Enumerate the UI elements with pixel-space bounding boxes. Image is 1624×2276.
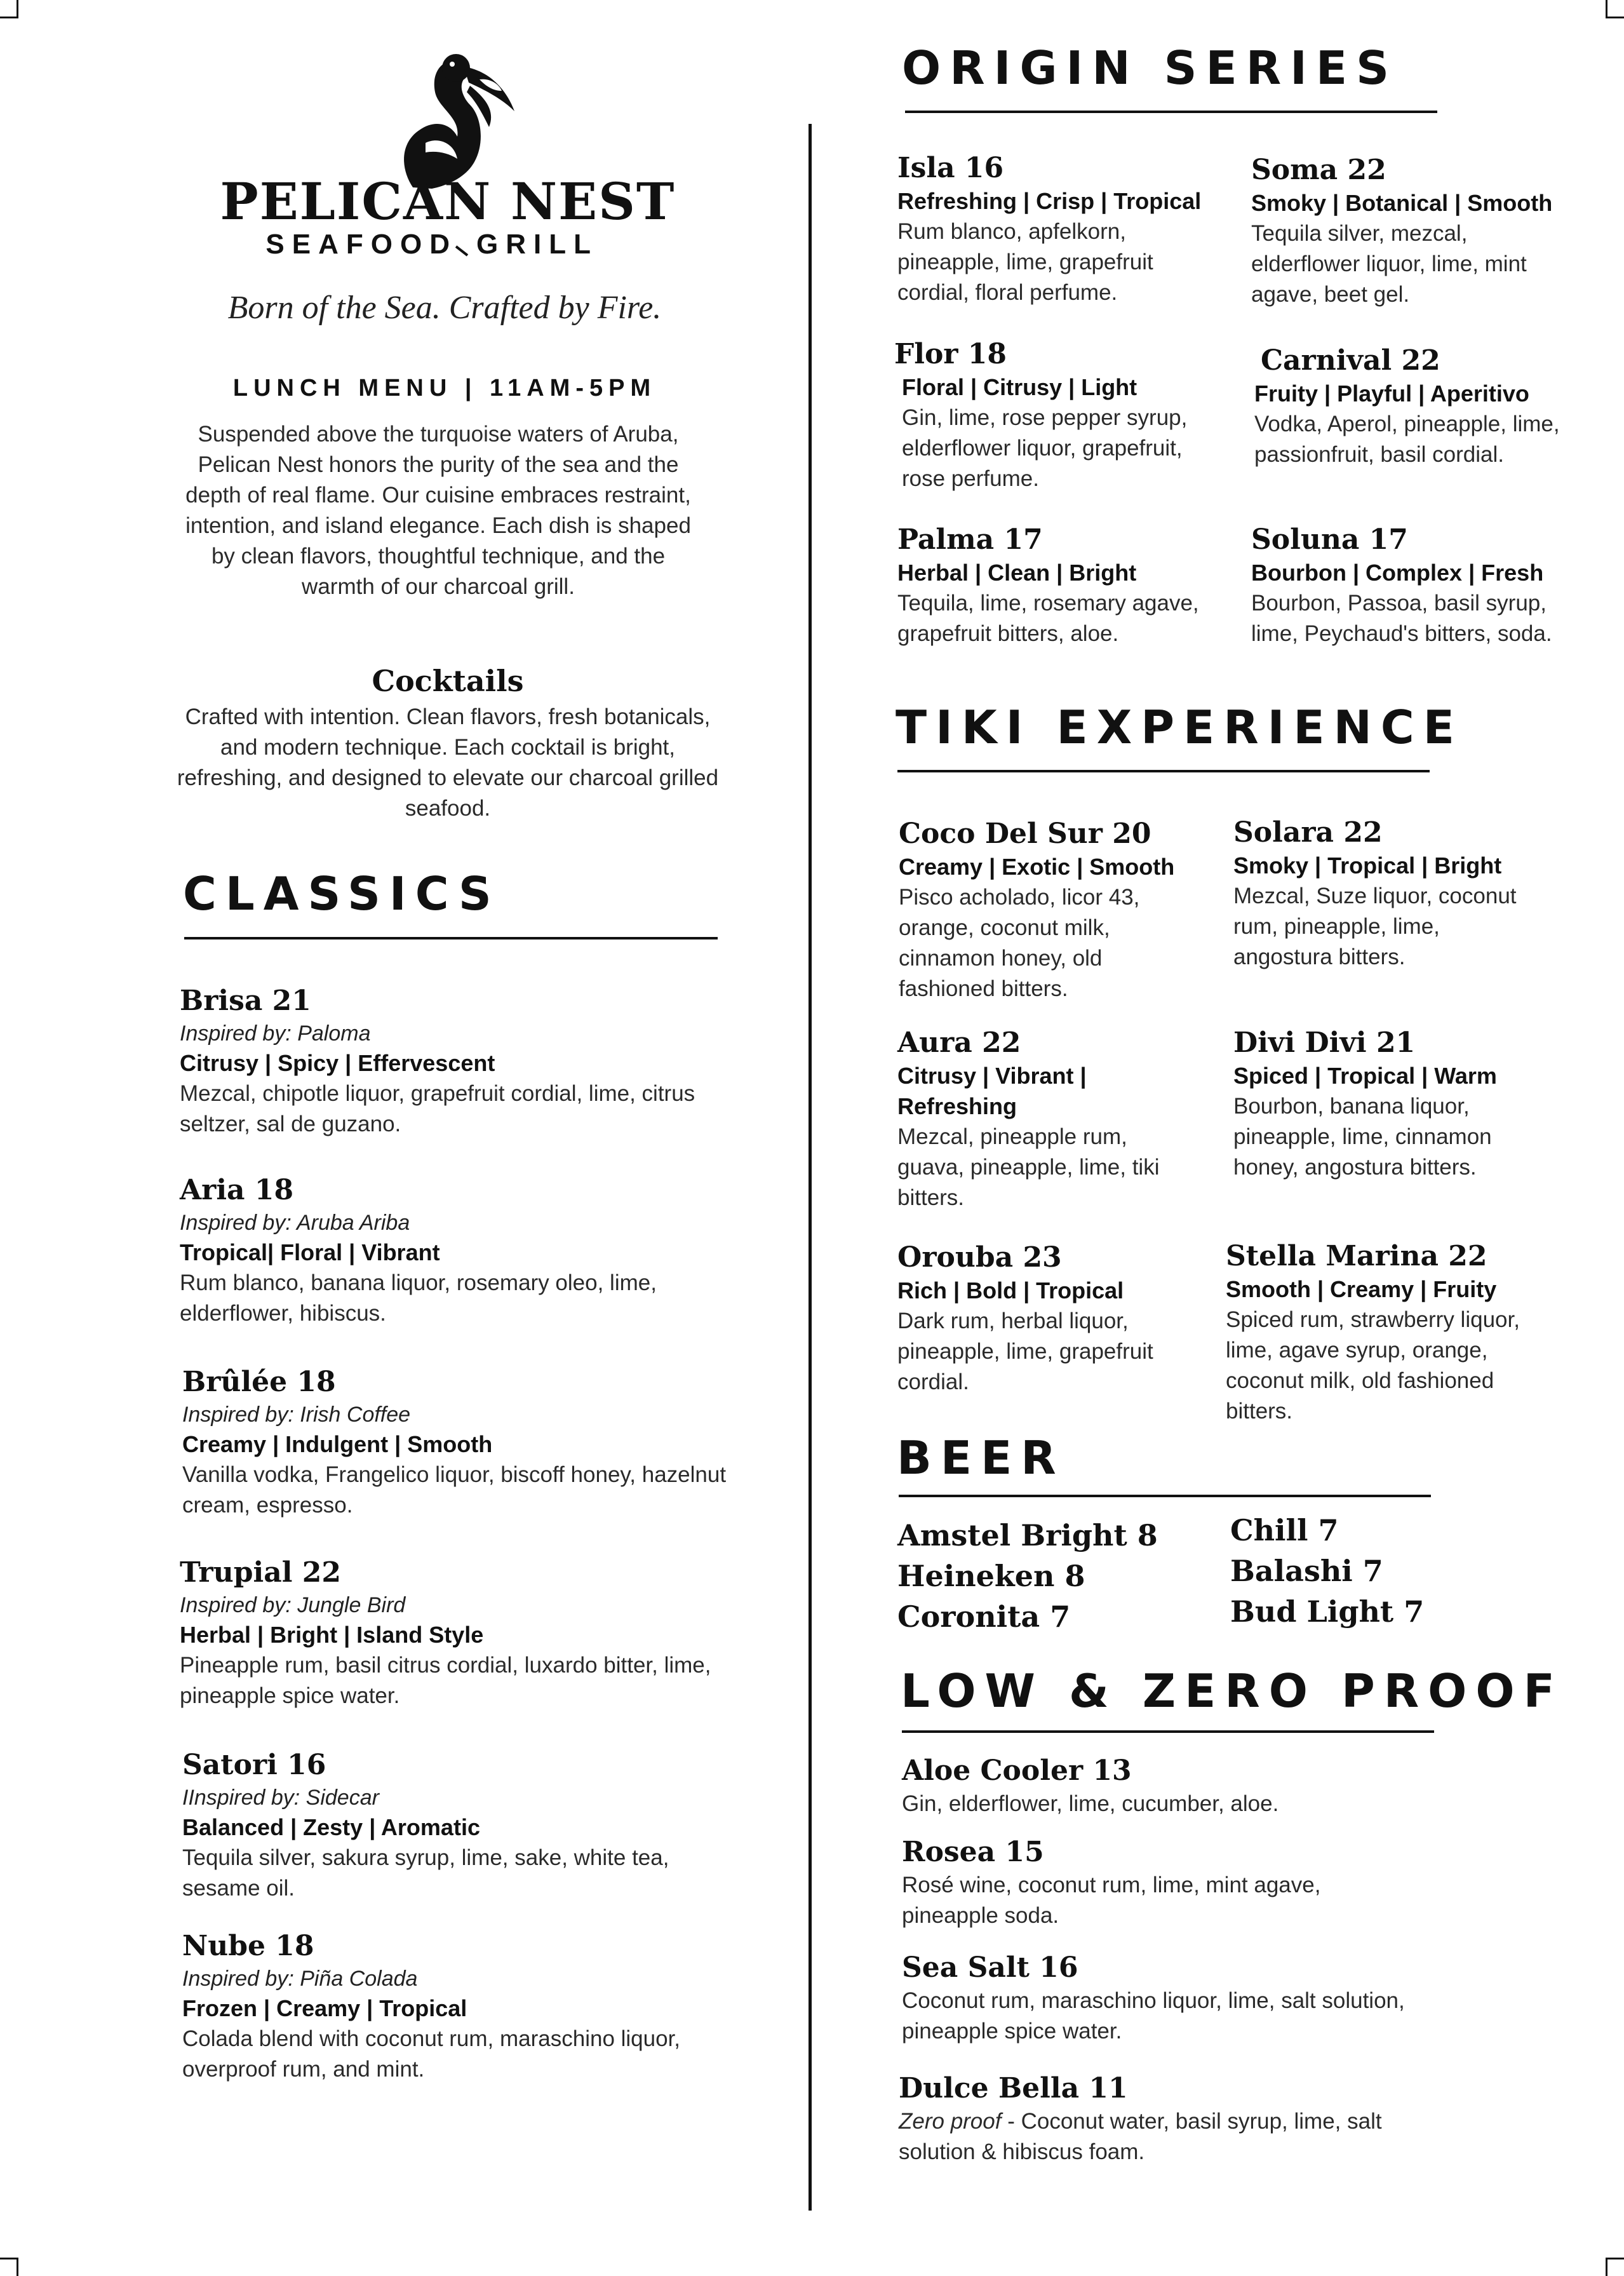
classics-rule <box>184 937 718 939</box>
tiki-item-coco-del-sur <box>899 816 1204 1000</box>
tagline: Born of the Sea. Crafted by Fire. <box>227 290 662 326</box>
tiki-item-stella-marina <box>1226 1239 1537 1427</box>
item-name: Orouba 23 <box>897 1241 1062 1274</box>
item-description: Rum blanco, apfelkorn, pineapple, lime, grapefruit cordial, floral perfume. <box>897 219 1153 305</box>
classic-item-nube <box>182 1929 728 2085</box>
beer-list-left <box>897 1515 1158 1637</box>
item-description: Tequila, lime, rosemary agave, grapefruit bitters, aloe. <box>897 591 1199 646</box>
tiki-rule <box>897 770 1430 772</box>
item-description: Vodka, Aperol, pineapple, lime, passionfruit, basil cordial. <box>1254 412 1560 467</box>
item-name: Soluna 17 <box>1251 523 1408 556</box>
lz-item-sea-salt <box>902 1950 1423 2047</box>
item-name: Carnival 22 <box>1261 344 1440 377</box>
item-name: Brûlée 18 <box>182 1366 336 1398</box>
lunch-menu-hours: LUNCH MENU | 11AM-5PM <box>232 375 657 401</box>
pelican-icon <box>375 41 521 191</box>
intro-paragraph: Suspended above the turquoise waters of Aruba, Pelican Nest honors the purity of the sea and the depth of real flame. Our cuisine embraces restraint, intention, and island elegance. Each dish is shaped by clean flavors, thoughtful technique, and the warmth of our charcoal grill. <box>185 422 691 599</box>
item-description: Mezcal, pineapple rum, guava, pineapple, lime, tiki bitters. <box>897 1124 1160 1210</box>
origin-item-isla <box>897 151 1228 308</box>
item-description: Rum blanco, banana liquor, rosemary oleo, lime, elderflower, hibiscus. <box>180 1270 657 1326</box>
low-zero-proof-title: LOW & ZERO PROOF <box>901 1664 1564 1718</box>
item-description: Colada blend with coconut rum, maraschino liquor, overproof rum, and mint. <box>182 2026 681 2082</box>
item-tags: Herbal | Clean | Bright <box>897 560 1137 586</box>
tiki-item-orouba <box>897 1240 1202 1397</box>
item-tags: Rich | Bold | Tropical <box>897 1277 1124 1303</box>
cocktails-intro: Crafted with intention. Clean flavors, fresh botanicals, and modern technique. Each cocktail is bright, refreshing, and designed to elevate our charcoal grilled seafood. <box>177 704 719 821</box>
zero-proof-label: Zero proof <box>899 2109 1002 2134</box>
item-description: Tequila silver, sakura syrup, lime, sake, white tea, sesame oil. <box>182 1845 669 1901</box>
classic-item-satori <box>182 1747 728 1904</box>
low-zero-rule <box>902 1730 1434 1733</box>
item-name: Coco Del Sur 20 <box>899 818 1151 850</box>
item-tags: Spiced | Tropical | Warm <box>1233 1063 1497 1089</box>
item-tags: Creamy | Exotic | Smooth <box>899 854 1175 880</box>
tiki-item-divi-divi <box>1233 1025 1538 1183</box>
beer-item: Chill 7 <box>1230 1513 1339 1547</box>
item-description: Vanilla vodka, Frangelico liquor, biscoff honey, hazelnut cream, espresso. <box>182 1462 727 1518</box>
item-description: Pineapple rum, basil citrus cordial, luxardo bitter, lime, pineapple spice water. <box>180 1653 711 1708</box>
item-description-text: - Coconut water, basil syrup, lime, salt solution & hibiscus foam. <box>899 2109 1382 2164</box>
item-description <box>899 2106 1458 2167</box>
beer-item: Amstel Bright 8 <box>897 1518 1158 1552</box>
column-divider <box>809 124 812 2211</box>
item-name: Soma 22 <box>1251 154 1386 186</box>
item-tags: Herbal | Bright | Island Style <box>180 1622 484 1648</box>
item-tags: Fruity | Playful | Aperitivo <box>1254 380 1529 407</box>
beer-item: Heineken 8 <box>897 1559 1085 1593</box>
lz-item-aloe-cooler <box>902 1753 1461 1819</box>
beer-rule <box>899 1495 1431 1497</box>
item-tags: Creamy | Indulgent | Smooth <box>182 1431 493 1457</box>
beer-item: Coronita 7 <box>897 1599 1071 1634</box>
item-description: Mezcal, Suze liquor, coconut rum, pineapple, lime, angostura bitters. <box>1233 884 1517 969</box>
item-tags: Refreshing | Crisp | Tropical <box>897 188 1202 214</box>
item-description: Coconut rum, maraschino liquor, lime, salt solution, pineapple spice water. <box>902 1988 1405 2044</box>
tiki-experience-title: TIKI EXPERIENCE <box>896 701 1463 754</box>
crop-mark-top-right <box>1606 0 1624 18</box>
item-tags: Smooth | Creamy | Fruity <box>1226 1276 1497 1302</box>
item-name: Solara 22 <box>1233 816 1383 849</box>
item-name: Sea Salt 16 <box>902 1951 1078 1984</box>
item-tags: Smoky | Botanical | Smooth <box>1251 190 1553 216</box>
brand-sub-right: GRILL <box>476 229 598 260</box>
item-description: Dark rum, herbal liquor, pineapple, lime, grapefruit cordial. <box>897 1309 1153 1394</box>
origin-series-title: ORIGIN SERIES <box>902 41 1398 95</box>
item-tags: Citrusy | Spicy | Effervescent <box>180 1050 495 1076</box>
item-tags: Smoky | Tropical | Bright <box>1233 852 1502 879</box>
origin-item-flor <box>894 337 1228 499</box>
item-name: Brisa 21 <box>180 985 311 1017</box>
crop-mark-bottom-right <box>1606 2258 1624 2276</box>
item-name: Trupial 22 <box>180 1556 341 1589</box>
brand-sub-left: SEAFOOD <box>265 229 457 260</box>
origin-item-soluna <box>1251 522 1594 649</box>
item-tags: Balanced | Zesty | Aromatic <box>182 1814 480 1840</box>
crop-mark-bottom-left <box>0 2258 18 2276</box>
lz-item-rosea <box>902 1835 1423 1931</box>
cocktails-heading: Cocktails <box>372 664 524 698</box>
item-tags: Citrusy | Vibrant | Refreshing <box>897 1063 1087 1119</box>
classic-item-brisa <box>180 983 726 1140</box>
item-tags: Bourbon | Complex | Fresh <box>1251 560 1544 586</box>
tiki-item-aura <box>897 1025 1196 1213</box>
beer-title: BEER <box>897 1431 1065 1485</box>
origin-item-soma <box>1251 152 1581 310</box>
crop-mark-top-left <box>0 0 18 18</box>
item-inspired: IInspired by: Sidecar <box>182 1786 379 1810</box>
item-tags: Frozen | Creamy | Tropical <box>182 1995 467 2021</box>
item-name: Rosea 15 <box>902 1836 1044 1868</box>
item-inspired: Inspired by: Irish Coffee <box>182 1403 411 1427</box>
origin-item-palma <box>897 522 1228 649</box>
tiki-item-solara <box>1233 815 1538 973</box>
item-inspired: Inspired by: Jungle Bird <box>180 1593 406 1617</box>
item-description: Rosé wine, coconut rum, lime, mint agave, pineapple soda. <box>902 1873 1321 1928</box>
item-name: Dulce Bella 11 <box>899 2072 1128 2104</box>
item-name: Flor 18 <box>894 338 1007 370</box>
item-description: Pisco acholado, licor 43, orange, coconut milk, cinnamon honey, old fashioned bitters. <box>899 885 1140 1000</box>
item-name: Aloe Cooler 13 <box>902 1754 1132 1787</box>
item-description: Mezcal, chipotle liquor, grapefruit cordial, lime, citrus seltzer, sal de guzano. <box>180 1081 695 1136</box>
item-description: Tequila silver, mezcal, elderflower liquor, lime, mint agave, beet gel. <box>1251 221 1527 307</box>
item-inspired: Inspired by: Piña Colada <box>182 1967 418 1991</box>
item-inspired: Inspired by: Aruba Ariba <box>180 1211 410 1235</box>
knife-fork-icon <box>455 244 469 258</box>
beer-item: Balashi 7 <box>1230 1554 1383 1588</box>
item-name: Aura 22 <box>897 1027 1021 1059</box>
item-name: Divi Divi 21 <box>1233 1027 1416 1059</box>
item-name: Isla 16 <box>897 152 1004 184</box>
beer-item: Bud Light 7 <box>1230 1594 1425 1629</box>
lz-item-dulce-bella <box>899 2071 1458 2167</box>
item-inspired: Inspired by: Paloma <box>180 1021 371 1046</box>
item-description: Gin, lime, rose pepper syrup, elderflower liquor, grapefruit, rose perfume. <box>902 405 1188 491</box>
origin-rule <box>905 111 1437 113</box>
item-name: Nube 18 <box>182 1930 314 1962</box>
item-description: Spiced rum, strawberry liquor, lime, agave syrup, orange, coconut milk, old fashioned bitters. <box>1226 1307 1520 1424</box>
beer-list-right <box>1230 1510 1424 1632</box>
classic-item-trupial <box>180 1555 726 1711</box>
item-tags: Tropical| Floral | Vibrant <box>180 1239 440 1265</box>
item-description: Gin, elderflower, lime, cucumber, aloe. <box>902 1791 1279 1816</box>
item-name: Aria 18 <box>180 1174 294 1206</box>
origin-item-carnival <box>1254 343 1585 499</box>
item-name: Palma 17 <box>897 523 1043 556</box>
item-description: Bourbon, banana liquor, pineapple, lime, cinnamon honey, angostura bitters. <box>1233 1094 1492 1180</box>
item-description: Bourbon, Passoa, basil syrup, lime, Peychaud's bitters, soda. <box>1251 591 1552 646</box>
item-name: Satori 16 <box>182 1749 326 1781</box>
classic-item-brulee <box>182 1364 728 1521</box>
brand-name: PELICAN NEST <box>220 172 676 231</box>
item-tags: Floral | Citrusy | Light <box>902 374 1137 400</box>
classic-item-aria <box>180 1173 726 1329</box>
classics-title: CLASSICS <box>183 867 500 920</box>
item-name: Stella Marina 22 <box>1226 1240 1487 1272</box>
